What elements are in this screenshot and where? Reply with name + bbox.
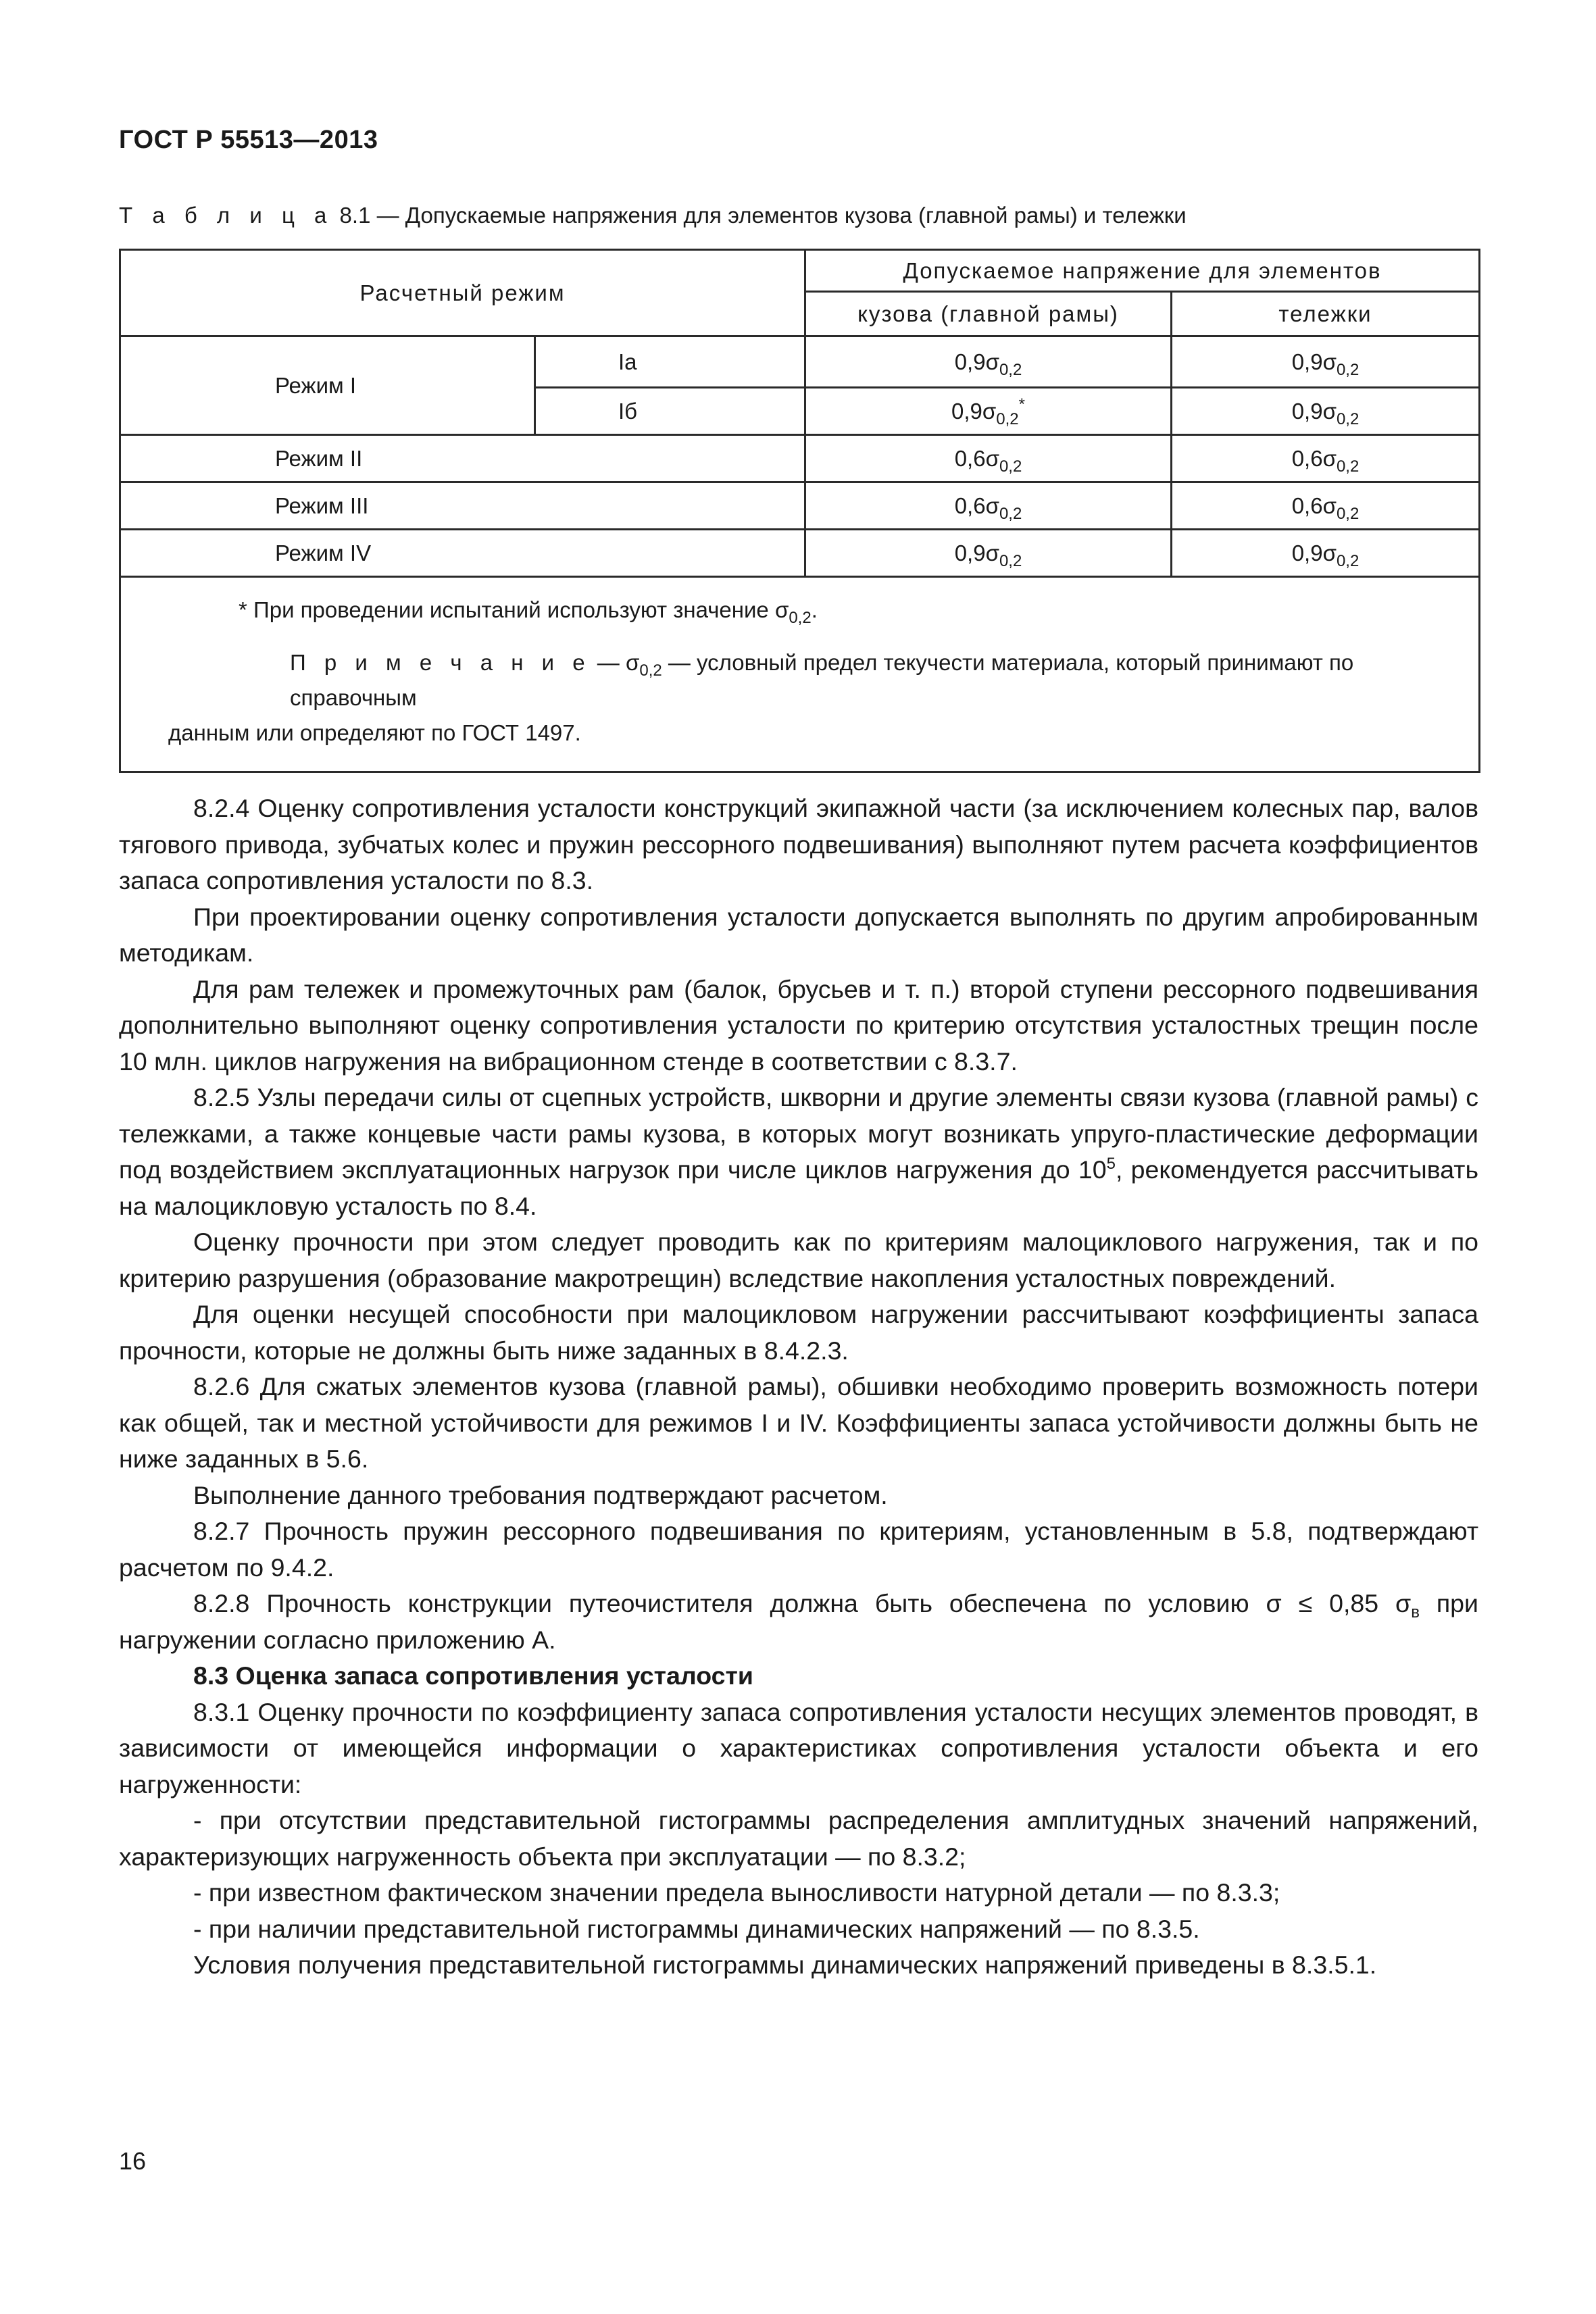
caption-text: 8.1 — Допускаемые напряжения для элементов кузова (главной рамы) и тележки bbox=[333, 203, 1187, 228]
table-row bbox=[120, 482, 1480, 530]
mode-cell: Режим II bbox=[120, 435, 805, 482]
paragraph: Оценку прочности при этом следует проводить как по критериям малоциклового нагружения, так и по критерию разрушения (образование макротрещин) вследствие накопления усталостных повреждений. bbox=[119, 1228, 1478, 1292]
body-stress-cell: $0,6\sigma_{0,2}$ bbox=[805, 435, 1172, 482]
paragraph: Условия получения представительной гистограммы динамических напряжений приведены в 8.3.5.1. bbox=[193, 1951, 1377, 1979]
page-number: 16 bbox=[119, 2147, 147, 2175]
table-caption bbox=[119, 203, 1187, 228]
section-heading: 8.3 Оценка запаса сопротивления усталости bbox=[193, 1661, 753, 1690]
list-item: - при известном фактическом значении предела выносливости натурной детали — по 8.3.3; bbox=[193, 1878, 1280, 1907]
paragraph: 8.2.4 Оценку сопротивления усталости конструкций экипажной части (за исключением колесных пар, валов тягового привода, зубчатых колес и пружин рессорного подвешивания) выполняют путем расчета коэффициентов запаса сопротивления усталости по 8.3. bbox=[119, 794, 1478, 895]
mode-cell: Режим I bbox=[120, 336, 535, 435]
table-row bbox=[120, 435, 1480, 482]
mode-cell: Режим IV bbox=[120, 530, 805, 577]
document-header: ГОСТ Р 55513—2013 bbox=[119, 126, 378, 154]
body-stress-cell: $0,9\sigma_{0,2}^*$ bbox=[805, 388, 1172, 435]
body-stress-cell: $0,9\sigma_{0,2}$ bbox=[805, 336, 1172, 388]
paragraph: 8.2.8 Прочность конструкции путеочистителя должна быть обеспечена по условию σ ≤ 0,85 $\sigma_в$ при нагружении согласно приложению А. bbox=[119, 1589, 1478, 1654]
body-stress-cell: $0,6\sigma_{0,2}$ bbox=[805, 482, 1172, 530]
table-notes-row bbox=[120, 577, 1480, 772]
bogie-stress-cell: $0,9\sigma_{0,2}$ bbox=[1172, 336, 1480, 388]
header-bogie: тележки bbox=[1172, 292, 1480, 336]
paragraph: 8.2.6 Для сжатых элементов кузова (главной рамы), обшивки необходимо проверить возможность потери как общей, так и местной устойчивости для режимов I и IV. Коэффициенты запаса устойчивости должны быть не ниже заданных в 5.6. bbox=[119, 1372, 1478, 1473]
table-remark: П р и м е ч а н и е — $\sigma_{0,2}$ — условный предел текучести материала, который принимают по справочным данным или определяют по ГОСТ 1497. bbox=[168, 650, 1354, 745]
body-text bbox=[119, 790, 1478, 1984]
list-item: - при отсутствии представительной гистограммы распределения амплитудных значений напряжений, характеризующих нагруженность объекта при эксплуатации — по 8.3.2; bbox=[119, 1806, 1478, 1871]
caption-prefix: Т а б л и ц а bbox=[119, 203, 334, 228]
bogie-stress-cell: $0,6\sigma_{0,2}$ bbox=[1172, 482, 1480, 530]
paragraph: Выполнение данного требования подтверждают расчетом. bbox=[193, 1480, 888, 1509]
table-row bbox=[120, 530, 1480, 577]
table-row bbox=[120, 336, 1480, 388]
table-footnote: * При проведении испытаний используют значение $\sigma_{0,2}$. bbox=[239, 597, 818, 627]
paragraph: 8.3.1 Оценку прочности по коэффициенту запаса сопротивления усталости несущих элементов проводят, в зависимости от имеющейся информации о характеристиках сопротивления усталости объекта и его нагруженности: bbox=[119, 1697, 1478, 1799]
paragraph: Для оценки несущей способности при малоцикловом нагружении рассчитывают коэффициенты запаса прочности, которые не должны быть ниже заданных в 8.4.2.3. bbox=[119, 1300, 1478, 1365]
bogie-stress-cell: $0,9\sigma_{0,2}$ bbox=[1172, 530, 1480, 577]
table-notes bbox=[120, 577, 1480, 772]
mode-cell: Режим III bbox=[120, 482, 805, 530]
sub-mode-cell: Iб bbox=[535, 388, 805, 435]
paragraph: Для рам тележек и промежуточных рам (балок, брусьев и т. п.) второй ступени рессорного подвешивания дополнительно выполняют оценку сопротивления усталости по критерию отсутствия усталостных трещин после 10 млн. циклов нагружения на вибрационном стенде в соответствии с 8.3.7. bbox=[119, 974, 1478, 1076]
bogie-stress-cell: $0,9\sigma_{0,2}$ bbox=[1172, 388, 1480, 435]
paragraph: При проектировании оценку сопротивления усталости допускается выполнять по другим апробированным методикам. bbox=[119, 902, 1478, 967]
header-body: кузова (главной рамы) bbox=[805, 292, 1172, 336]
list-item: - при наличии представительной гистограммы динамических напряжений — по 8.3.5. bbox=[193, 1914, 1200, 1943]
remark-label: П р и м е ч а н и е bbox=[290, 650, 591, 675]
header-mode: Расчетный режим bbox=[120, 250, 805, 336]
paragraph: 8.2.5 Узлы передачи силы от сцепных устройств, шкворни и другие элементы связи кузова (главной рамы) с тележками, а также концевые части рамы кузова, в которых могут возникать упруго-пластические деформации под воздействием эксплуатационных нагрузок при числе циклов нагружения до $10^5$, рекомендуется рассчитывать на малоцикловую усталость по 8.4. bbox=[119, 1083, 1478, 1220]
body-stress-cell: $0,9\sigma_{0,2}$ bbox=[805, 530, 1172, 577]
table-header-row bbox=[120, 250, 1480, 292]
stress-table bbox=[119, 249, 1480, 773]
paragraph: 8.2.7 Прочность пружин рессорного подвешивания по критериям, установленным в 5.8, подтверждают расчетом по 9.4.2. bbox=[119, 1517, 1478, 1582]
sub-mode-cell: Iа bbox=[535, 336, 805, 388]
header-allowed-stress: Допускаемое напряжение для элементов bbox=[805, 250, 1480, 292]
stress-table-wrapper bbox=[119, 249, 1478, 773]
bogie-stress-cell: $0,6\sigma_{0,2}$ bbox=[1172, 435, 1480, 482]
